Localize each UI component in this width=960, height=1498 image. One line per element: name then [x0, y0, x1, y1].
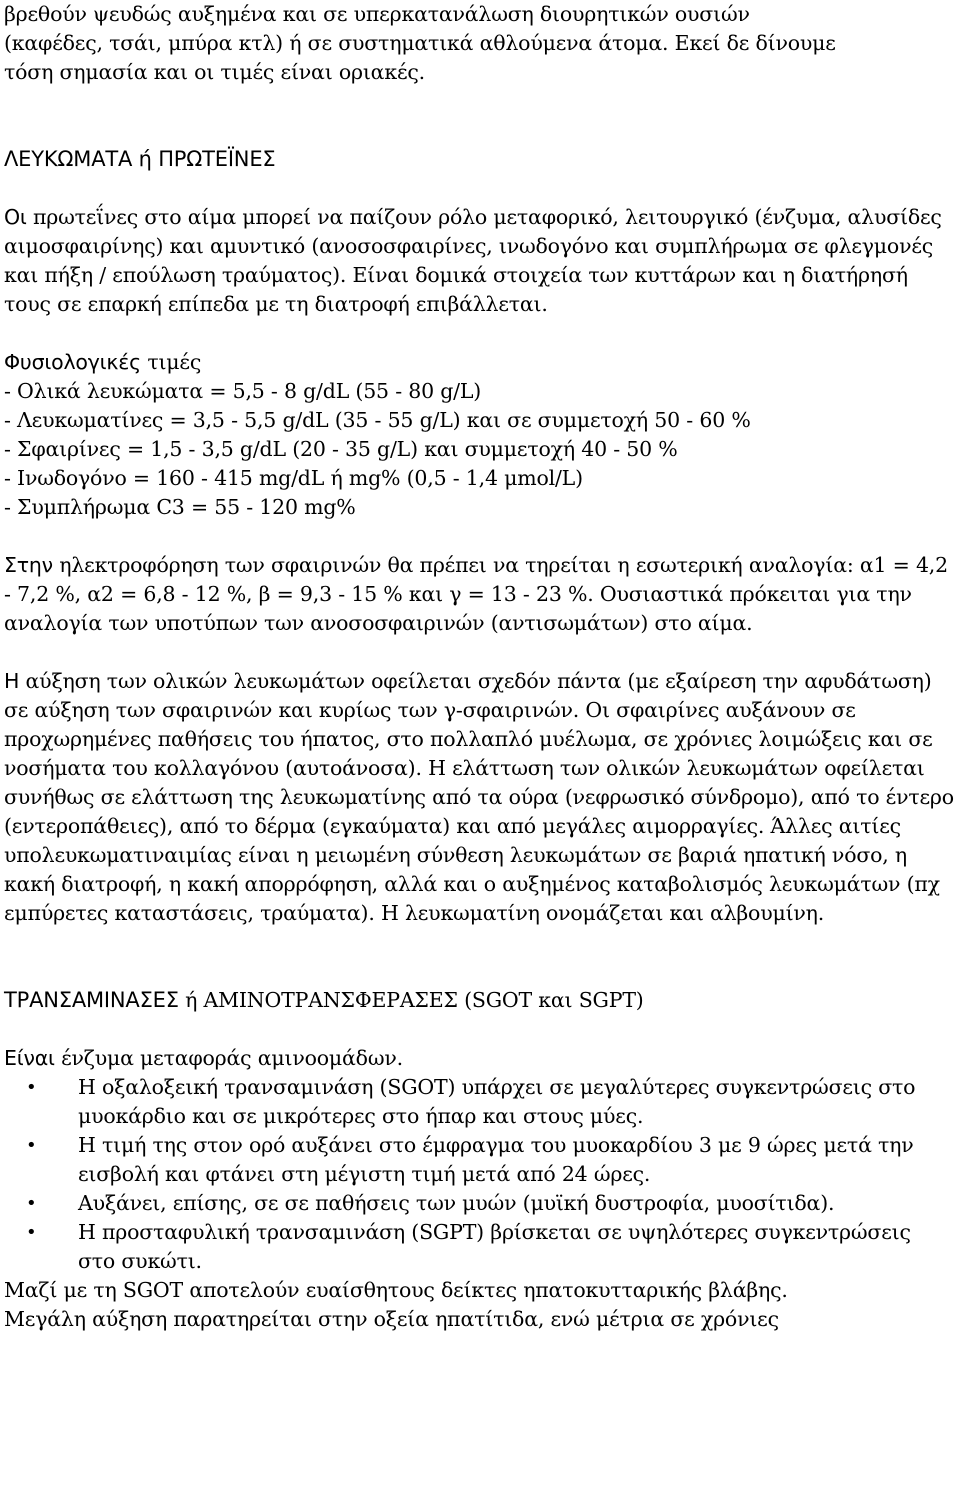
text-line: τόση σημασία και οι τιμές είναι οριακές. [4, 60, 425, 84]
paragraph-lead: Οι [4, 205, 27, 229]
list-item [4, 1073, 954, 1131]
text-line: (καφέδες, τσάι, μπύρα κτλ) ή σε συστηματικά αθλούμενα άτομα. Εκεί δε δίνουμε [4, 31, 836, 55]
value-line: - Λευκωματίνες = 3,5 - 5,5 g/dL (35 - 55 g/L) και σε συμμετοχή 50 - 60 % [4, 408, 751, 432]
heading-lead: ΤΡΑΝΣΑΜΙΝΑΣΕΣ [4, 988, 179, 1012]
list-item-text: Η οξαλοξεική τρανσαμινάση (SGOT) υπάρχει σε μεγαλύτερες συγκεντρώσεις στο μυοκάρδιο και σε μικρότερες στο ήπαρ και στους μύες. [78, 1075, 916, 1128]
paragraph-text: αύξηση των ολικών λευκωμάτων οφείλεται σχεδόν πάντα (με εξαίρεση την αφυδάτωση) σε αύξηση των σφαιρινών και κυρίως των γ-σφαιρινών. Οι σφαιρίνες αυξάνουν σε προχωρημένες παθήσεις του ήπατος, στο πολλαπλό μυέλωμα, σε χρόνιες λοιμώξεις και σε νοσήματα του κολλαγόνου (αυτοάνοσα). Η ελάττωση των ολικών λευκωμάτων οφείλεται συνήθως σε ελάττωση της λευκωματίνης από τα ούρα (νεφρωσικό σύνδρομο), από το έντερο (εντεροπάθειες), από το δέρμα (εγκαύματα) και από μεγάλες αιμορραγίες. Άλλες αιτίες υπολευκωματιναιμίας είναι η μειωμένη σύνθεση λευκωμάτων σε βαριά ηπατική νόσο, η κακή διατροφή, η κακή απορρόφηση, αλλά και ο αυξημένος καταβολισμός λευκωμάτων (πχ εμπύρετες καταστάσεις, τραύματα). Η λευκωματίνη ονομάζεται και αλβουμίνη. [4, 669, 954, 925]
list-item-text: Η προσταφυλική τρανσαμινάση (SGPT) βρίσκεται σε υψηλότερες συγκεντρώσεις στο συκώτι. [78, 1220, 911, 1273]
normal-values-block [4, 348, 954, 522]
section-heading-transaminases [4, 986, 954, 1015]
transaminases-intro [4, 1044, 954, 1073]
title-text: τιμές [141, 350, 202, 374]
paragraph-lead: Η [4, 669, 20, 693]
protein-changes-paragraph [4, 667, 954, 928]
transaminases-bullet-list [4, 1073, 954, 1276]
value-line: - Ολικά λευκώματα = 5,5 - 8 g/dL (55 - 80 g/L) [4, 379, 482, 403]
text-line: Μεγάλη αύξηση παρατηρείται στην οξεία ηπατίτιδα, ενώ μέτρια σε χρόνιες [4, 1307, 779, 1331]
paragraph-lead: Στην [4, 553, 53, 577]
bullet-icon: • [26, 1135, 37, 1156]
electrophoresis-paragraph [4, 551, 954, 638]
normal-values-title [4, 348, 954, 377]
list-item [4, 1218, 954, 1276]
bullet-icon: • [26, 1222, 37, 1243]
paragraph-text: ηλεκτροφόρηση των σφαιρινών θα πρέπει να τηρείται η εσωτερική αναλογία: α1 = 4,2 - 7,2 %, α2 = 6,8 - 12 %, β = 9,3 - 15 % και γ = 13 - 23 %. Ουσιαστικά πρόκειται για την αναλογία των υποτύπων των ανοσοσφαιρινών (αντισωμάτων) στο αίμα. [4, 553, 948, 635]
intro-paragraph [4, 0, 954, 87]
bullet-icon: • [26, 1193, 37, 1214]
section-heading-proteins: ΛΕΥΚΩΜΑΤΑ ή ΠΡΩΤΕΪΝΕΣ [4, 147, 276, 171]
value-line: - Συμπλήρωμα C3 = 55 - 120 mg% [4, 495, 356, 519]
list-item-text: Η τιμή της στον ορό αυξάνει στο έμφραγμα του μυοκαρδίου 3 με 9 ώρες μετά την εισβολή και φτάνει στη μέγιστη τιμή μετά από 24 ώρες. [78, 1133, 914, 1186]
title-lead: Φυσιολογικές [4, 350, 142, 374]
value-line: - Ινωδογόνο = 160 - 415 mg/dL ή mg% (0,5 - 1,4 μmol/L) [4, 466, 583, 490]
paragraph-lead: Είναι [4, 1046, 55, 1070]
heading-text: ή ΑΜΙΝΟΤΡΑΝΣΦΕΡΑΣΕΣ (SGOT και SGPT) [178, 988, 644, 1012]
paragraph-text: πρωτεΐνες στο αίμα μπορεί να παίζουν ρόλο μεταφορικό, λειτουργικό (ένζυμα, αλυσίδες αιμοσφαιρίνης) και αμυντικό (ανοσοσφαιρίνες, ινωδογόνο και συμπλήρωμα σε φλεγμονές και πήξη / επούλωση τραύματος). Είναι δομικά στοιχεία των κυττάρων και η διατήρησή τους σε επαρκή επίπεδα με τη διατροφή επιβάλλεται. [4, 205, 942, 316]
list-item [4, 1189, 954, 1218]
bullet-icon: • [26, 1077, 37, 1098]
text-line: βρεθούν ψευδώς αυξημένα και σε υπερκατανάλωση διουρητικών ουσιών [4, 2, 750, 26]
paragraph-text: ένζυμα μεταφοράς αμινοομάδων. [54, 1046, 403, 1070]
list-item-text: Αυξάνει, επίσης, σε σε παθήσεις των μυών (μυϊκή δυστροφία, μυοσίτιδα). [78, 1191, 835, 1215]
value-line: - Σφαιρίνες = 1,5 - 3,5 g/dL (20 - 35 g/L) και συμμετοχή 40 - 50 % [4, 437, 678, 461]
list-item [4, 1131, 954, 1189]
text-line: Μαζί με τη SGOT αποτελούν ευαίσθητους δείκτες ηπατοκυτταρικής βλάβης. [4, 1278, 788, 1302]
proteins-paragraph [4, 203, 954, 319]
